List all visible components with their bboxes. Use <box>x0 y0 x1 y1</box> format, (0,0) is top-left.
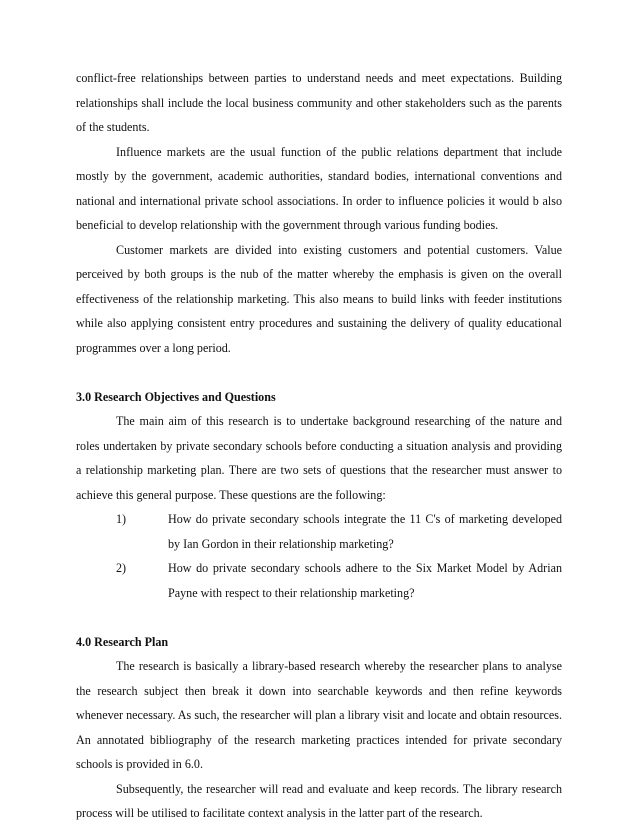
body-paragraph: conflict-free relationships between parties to understand needs and meet expectations. Building relationships shall include the local business community and other stakeholders such as the parents of the students. <box>76 71 562 134</box>
body-paragraph: Influence markets are the usual function of the public relations department that include mostly by the government, academic authorities, standard bodies, international conventions and national and international private school associations. In order to influence policies it would b also beneficial to develop relationship with the government through various funding bodies. <box>76 144 562 232</box>
question-item <box>76 507 562 556</box>
question-text: How do private secondary schools adhere to the Six Market Model by Adrian Payne with respect to their relationship marketing? <box>168 561 562 600</box>
body-paragraph: The main aim of this research is to undertake background researching of the nature and roles undertaken by private secondary schools before conducting a situation analysis and providing a relationship marketing plan. There are two sets of questions that the researcher must answer to achieve this general purpose. These questions are the following: <box>76 414 562 502</box>
body-paragraph: The research is basically a library-based research whereby the researcher plans to analyse the research subject then break it down into searchable keywords and then refine keywords whenever necessary. As such, the researcher will plan a library visit and locate and obtain resources. An annotated bibliography of the research marketing practices intended for private secondary schools is provided in 6.0. <box>76 659 562 771</box>
question-number: 1) <box>116 512 127 526</box>
question-number: 2) <box>116 561 127 575</box>
question-text: How do private secondary schools integrate the 11 C's of marketing developed by Ian Gordon in their relationship marketing? <box>168 512 562 551</box>
spacer <box>76 605 562 630</box>
spacer <box>76 360 562 385</box>
document-body <box>76 66 562 826</box>
body-paragraph: Subsequently, the researcher will read and evaluate and keep records. The library research process will be utilised to facilitate context analysis in the latter part of the research. <box>76 781 562 820</box>
section-heading: 4.0 Research Plan <box>76 634 169 649</box>
body-paragraph: Customer markets are divided into existing customers and potential customers. Value perceived by both groups is the nub of the matter whereby the emphasis is given on the overall effectiveness of the relationship marketing. This also means to build links with feeder institutions while also applying consistent entry procedures and sustaining the delivery of quality educational programmes over a long period. <box>76 242 562 355</box>
section-heading: 3.0 Research Objectives and Questions <box>76 389 276 404</box>
question-item <box>76 556 562 605</box>
